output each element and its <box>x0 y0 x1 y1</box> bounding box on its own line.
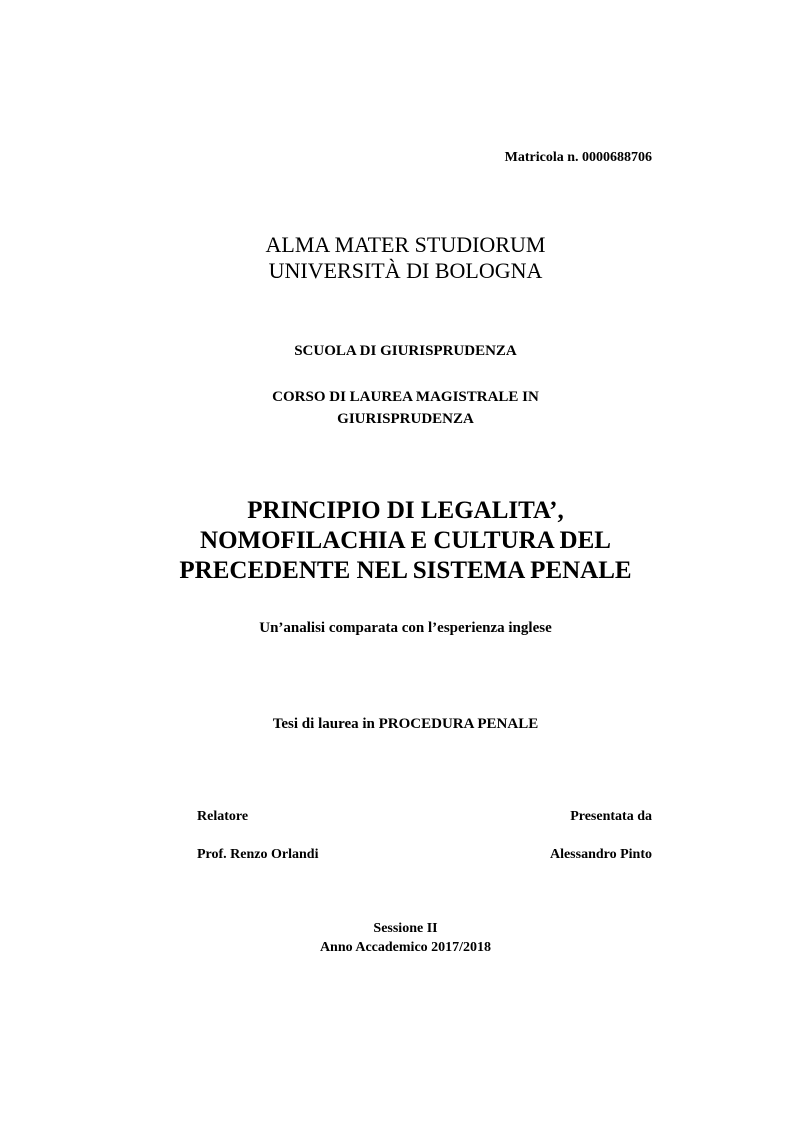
author-name: Alessandro Pinto <box>549 847 652 862</box>
thesis-subject: Tesi di laurea in PROCEDURA PENALE <box>272 716 539 732</box>
thesis-title-line-2: NOMOFILACHIA E CULTURA DEL <box>200 527 611 554</box>
school-name: SCUOLA DI GIURISPRUDENZA <box>294 343 517 359</box>
degree-course <box>0 386 793 430</box>
academic-year-line: Anno Accademico 2017/2018 <box>319 940 492 955</box>
session-info <box>0 919 793 957</box>
thesis-title-line-1: PRINCIPIO DI LEGALITA’, <box>247 497 564 524</box>
university-line-1: ALMA MATER STUDIORUM <box>265 232 546 257</box>
thesis-title-line-3: PRECEDENTE NEL SISTEMA PENALE <box>179 557 632 584</box>
university-line-2: UNIVERSITÀ DI BOLOGNA <box>268 258 543 283</box>
session-line: Sessione II <box>373 921 438 936</box>
author-label: Presentata da <box>570 809 652 824</box>
thesis-subtitle: Un’analisi comparata con l’esperienza inglese <box>259 620 552 636</box>
university-name <box>0 232 793 284</box>
degree-course-line-2: GIURISPRUDENZA <box>337 411 474 427</box>
supervisor-name: Prof. Renzo Orlandi <box>197 847 319 862</box>
supervisor-label: Relatore <box>197 809 249 824</box>
degree-course-line-1: CORSO DI LAUREA MAGISTRALE IN <box>272 389 539 405</box>
thesis-title <box>0 496 793 586</box>
matricola-number: Matricola n. 0000688706 <box>504 150 652 165</box>
